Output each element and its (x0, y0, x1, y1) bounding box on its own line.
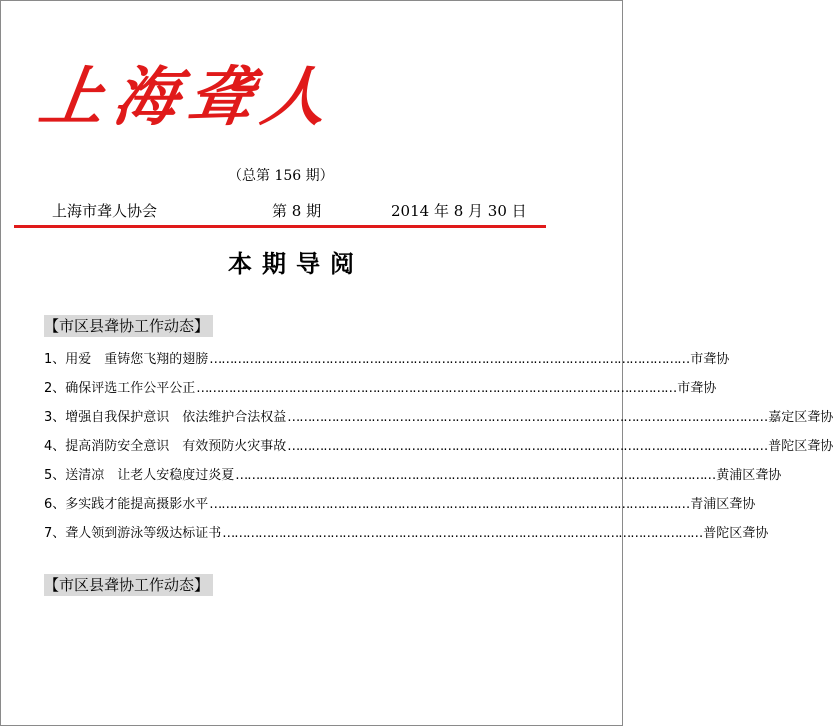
section-heading: 【市区县聋协工作动态】 (44, 315, 213, 337)
dot-leader: ………………………………………………………………………………………………………… (287, 410, 768, 425)
toc-item[interactable] (44, 432, 833, 461)
toc-item[interactable] (44, 461, 782, 490)
toc-item-source: 市聋协 (690, 352, 730, 367)
dot-leader: ………………………………………………………………………………………………………… (287, 439, 768, 454)
dot-leader: ………………………………………………………………………………………………………… (209, 352, 690, 367)
toc-item-source: 普陀区聋协 (703, 526, 769, 541)
toc-item[interactable] (44, 519, 769, 548)
toc-item-title: 7、聋人领到游泳等级达标证书 (44, 526, 222, 541)
table-of-contents (44, 345, 833, 548)
toc-item[interactable] (44, 374, 717, 403)
toc-item[interactable] (44, 345, 730, 374)
toc-item-source: 黄浦区聋协 (716, 468, 782, 483)
toc-item-source: 青浦区聋协 (690, 497, 756, 512)
dot-leader: ………………………………………………………………………………………………………… (209, 497, 690, 512)
masthead-logo-text: 上海聋人 (34, 60, 342, 135)
section-heading: 【市区县聋协工作动态】 (44, 574, 213, 596)
toc-item-title: 6、多实践才能提高摄影水平 (44, 497, 209, 512)
toc-item-title: 5、送清凉 让老人安稳度过炎夏 (44, 468, 235, 483)
red-divider (14, 225, 546, 228)
issue-date: 2014 年 8 月 30 日 (391, 202, 527, 220)
toc-item-title: 3、增强自我保护意识 依法维护合法权益 (44, 410, 287, 425)
dot-leader: ………………………………………………………………………………………………………… (196, 381, 677, 396)
page-title-text: 本期导阅 (228, 250, 364, 278)
issue-info-row (0, 200, 623, 222)
toc-item-source: 市聋协 (677, 381, 717, 396)
toc-item-title: 4、提高消防安全意识 有效预防火灾事故 (44, 439, 287, 454)
toc-item-source: 嘉定区聋协 (768, 410, 833, 425)
issue-number: 第 8 期 (272, 202, 322, 220)
toc-item-title: 1、用爱 重铸您飞翔的翅膀 (44, 352, 209, 367)
organization-name: 上海市聋人协会 (52, 202, 158, 220)
dot-leader: ………………………………………………………………………………………………………… (235, 468, 716, 483)
masthead-logo (34, 58, 360, 148)
toc-item-source: 普陀区聋协 (768, 439, 833, 454)
total-issue-number: （总第 156 期） (228, 168, 334, 184)
toc-item-title: 2、确保评选工作公平公正 (44, 381, 196, 396)
dot-leader: ………………………………………………………………………………………………………… (222, 526, 703, 541)
toc-item[interactable] (44, 403, 833, 432)
toc-item[interactable] (44, 490, 756, 519)
